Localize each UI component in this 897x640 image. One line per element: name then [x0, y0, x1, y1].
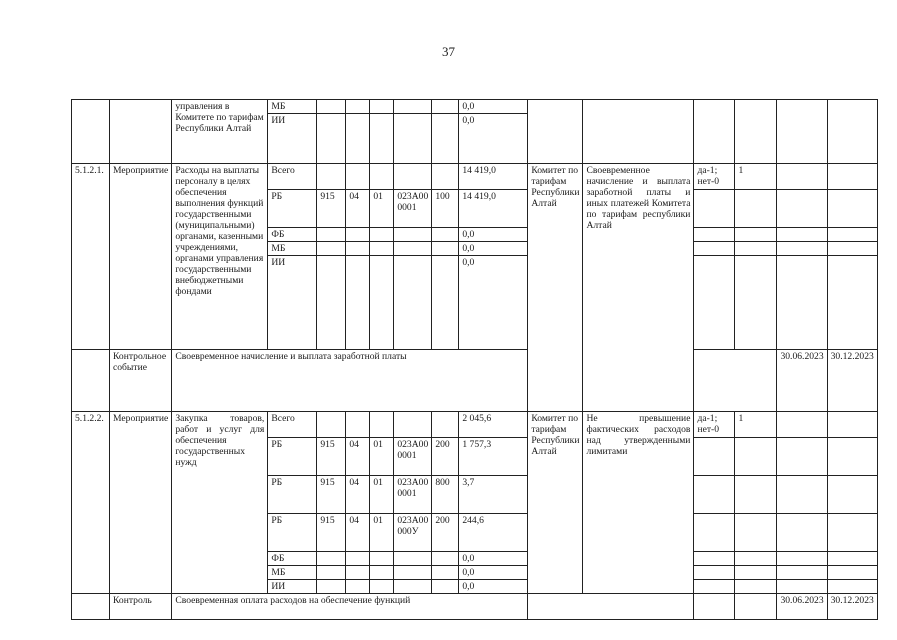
executor-cell: Комитет по тарифам Республики Алтай [528, 412, 583, 594]
source-cell: РБ [268, 190, 317, 228]
amount-cell: 0,0 [459, 228, 528, 242]
amount-cell: 0,0 [459, 552, 528, 566]
control-event-row [72, 350, 878, 412]
table-row: РБ 915 04 01 023А00000У 200 244,6 [72, 514, 878, 552]
value-cell: 1 [735, 412, 777, 438]
type-cell [110, 100, 172, 164]
amount-cell: 2 045,6 [459, 412, 528, 438]
num-cell [72, 100, 110, 164]
table-row: РБ 915 04 01 023А000001 800 3,7 [72, 476, 878, 514]
source-cell: ИИ [268, 256, 317, 350]
amount-cell: 0,0 [459, 580, 528, 594]
table-row [72, 164, 878, 190]
source-cell: МБ [268, 242, 317, 256]
unit-cell: да-1; нет-0 [694, 412, 735, 438]
amount-cell: 0,0 [459, 100, 528, 114]
name-cell: управления в Комитете по тарифам Республики Алтай [172, 100, 268, 164]
value-cell: 1 [735, 164, 777, 190]
amount-cell: 0,0 [459, 242, 528, 256]
table-row [72, 100, 878, 114]
amount-cell: 0,0 [459, 114, 528, 164]
type-cell: Мероприятие [110, 164, 172, 350]
event-date-2: 30.12.2023 [827, 594, 877, 620]
amount-cell: 14 419,0 [459, 190, 528, 228]
name-cell: Расходы на выплаты персоналу в целях обеспечения выполнения функций государственными (муниципальными) органами, казенными учреждениями, органами управления государственными внебюджетными фондами [172, 164, 268, 350]
event-date-1: 30.06.2023 [777, 350, 827, 412]
executor-cell: Комитет по тарифам Республики Алтай [528, 164, 583, 412]
event-date-1: 30.06.2023 [777, 594, 827, 620]
source-cell: Всего [268, 412, 317, 438]
amount-cell: 0,0 [459, 566, 528, 580]
event-type-cell: Контроль [110, 594, 172, 620]
control-event-row [72, 594, 878, 620]
source-cell: РБ [268, 438, 317, 476]
source-cell: Всего [268, 164, 317, 190]
program-table [71, 99, 878, 620]
result-cell: Своевременное начисление и выплата заработной платы и иных платежей Комитета по тарифам республики Алтай [583, 164, 694, 412]
event-date-2: 30.12.2023 [827, 350, 877, 412]
source-cell: РБ [268, 514, 317, 552]
source-cell: ИИ [268, 580, 317, 594]
amount-cell: 1 757,3 [459, 438, 528, 476]
event-type-cell: Контрольное событие [110, 350, 172, 412]
amount-cell: 3,7 [459, 476, 528, 514]
amount-cell: 14 419,0 [459, 164, 528, 190]
amount-cell: 244,6 [459, 514, 528, 552]
num-cell: 5.1.2.1. [72, 164, 110, 350]
table-row [72, 412, 878, 438]
table-row: РБ 915 04 01 023А000001 100 14 419,0 [72, 190, 878, 228]
source-cell: ФБ [268, 228, 317, 242]
source-cell: МБ [268, 566, 317, 580]
name-cell: Закупка товаров, работ и услуг для обеспечения государственных нужд [172, 412, 268, 594]
source-cell: РБ [268, 476, 317, 514]
result-cell: Не превышение фактических расходов над утвержденными лимитами [583, 412, 694, 594]
source-cell: ИИ [268, 114, 317, 164]
table-row: РБ 915 04 01 023А000001 200 1 757,3 [72, 438, 878, 476]
page-number: 37 [442, 44, 455, 59]
type-cell: Мероприятие [110, 412, 172, 594]
source-cell: ФБ [268, 552, 317, 566]
amount-cell: 0,0 [459, 256, 528, 350]
event-text-cell: Своевременная оплата расходов на обеспечение функций [172, 594, 528, 620]
num-cell: 5.1.2.2. [72, 412, 110, 594]
source-cell: МБ [268, 100, 317, 114]
unit-cell: да-1; нет-0 [694, 164, 735, 190]
event-text-cell: Своевременное начисление и выплата заработной платы [172, 350, 528, 412]
